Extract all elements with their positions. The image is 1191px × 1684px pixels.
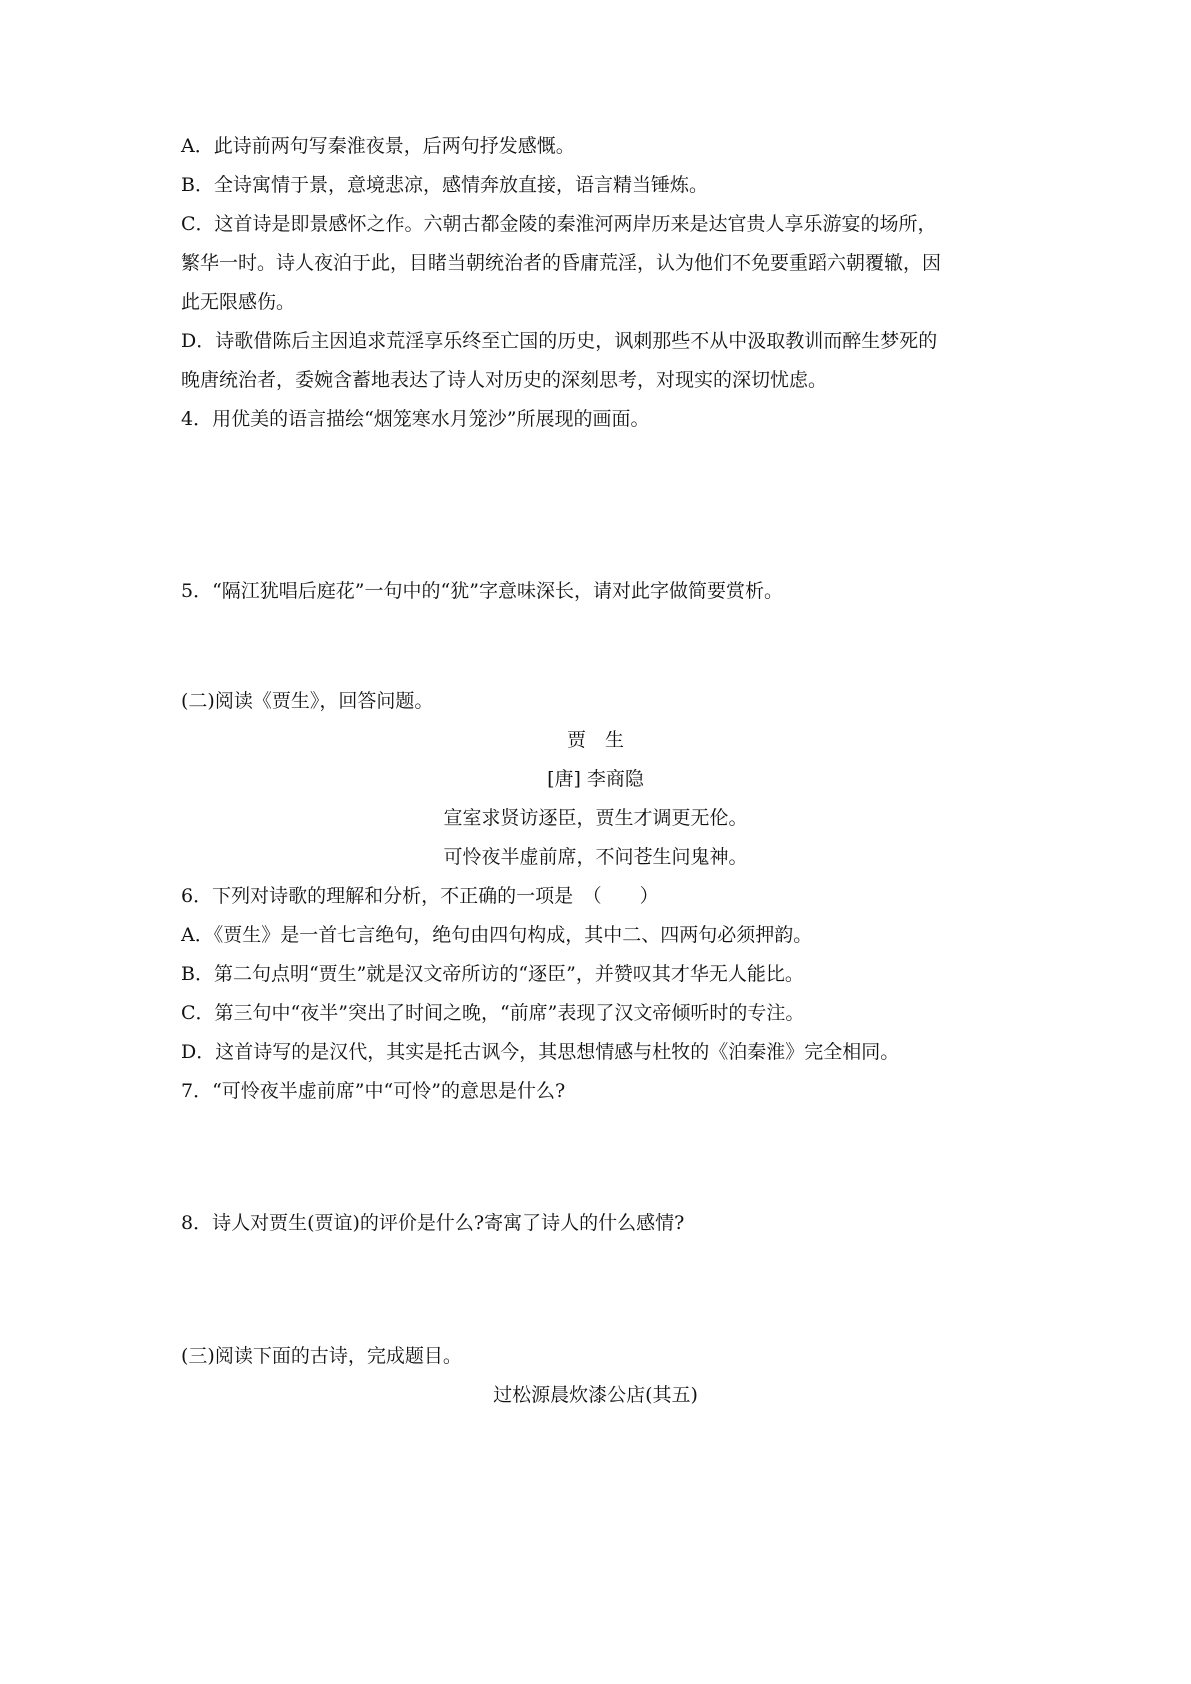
q6-option-b: B．第二句点明“贾生”就是汉文帝所访的“逐臣”，并赞叹其才华无人能比。 [181, 963, 804, 985]
poem-line-2: 可怜夜半虚前席，不问苍生问鬼神。 [443, 846, 748, 868]
poem-line-1: 宣室求贤访逐臣，贾生才调更无伦。 [443, 807, 748, 829]
question-8: 8．诗人对贾生(贾谊)的评价是什么?寄寓了诗人的什么感情? [181, 1212, 685, 1234]
q3-option-d-line1: D．诗歌借陈后主因追求荒淫享乐终至亡国的历史，讽刺那些不从中汲取教训而醉生梦死的 [181, 330, 938, 352]
question-6-stem: 6．下列对诗歌的理解和分析，不正确的一项是 （ ） [181, 885, 659, 907]
question-4: 4．用优美的语言描绘“烟笼寒水月笼沙”所展现的画面。 [181, 408, 650, 430]
q3-option-c-line2: 繁华一时。诗人夜泊于此，目睹当朝统治者的昏庸荒淫，认为他们不免要重蹈六朝覆辙，因 [181, 252, 942, 274]
section-2-heading: (二)阅读《贾生》，回答问题。 [181, 690, 434, 712]
q3-option-d-line2: 晚唐统治者，委婉含蓄地表达了诗人对历史的深刻思考，对现实的深切忧虑。 [181, 369, 828, 391]
q3-option-c-line1: C．这首诗是即景感怀之作。六朝古都金陵的秦淮河两岸历来是达官贵人享乐游宴的场所， [181, 213, 937, 235]
section-3-heading: (三)阅读下面的古诗，完成题目。 [181, 1345, 462, 1367]
q3-option-b: B．全诗寓情于景，意境悲凉，感情奔放直接，语言精当锤炼。 [181, 174, 708, 196]
q6-option-d: D．这首诗写的是汉代，其实是托古讽今，其思想情感与杜牧的《泊秦淮》完全相同。 [181, 1041, 900, 1063]
q3-option-c-line3: 此无限感伤。 [181, 291, 296, 313]
poem-title-songyuan: 过松源晨炊漆公店(其五) [493, 1384, 698, 1406]
q3-option-a: A．此诗前两句写秦淮夜景，后两句抒发感慨。 [181, 135, 575, 157]
question-5: 5．“隔江犹唱后庭花”一句中的“犹”字意味深长，请对此字做简要赏析。 [181, 580, 783, 602]
question-7: 7．“可怜夜半虚前席”中“可怜”的意思是什么? [181, 1080, 566, 1102]
q6-option-a: A．《贾生》是一首七言绝句，绝句由四句构成，其中二、四两句必须押韵。 [181, 924, 813, 946]
q6-option-c: C．第三句中“夜半”突出了时间之晚，“前席”表现了汉文帝倾听时的专注。 [181, 1002, 805, 1024]
poem-title-jiasheng: 贾 生 [566, 729, 624, 751]
poem-author: [唐] 李商隐 [547, 768, 644, 790]
